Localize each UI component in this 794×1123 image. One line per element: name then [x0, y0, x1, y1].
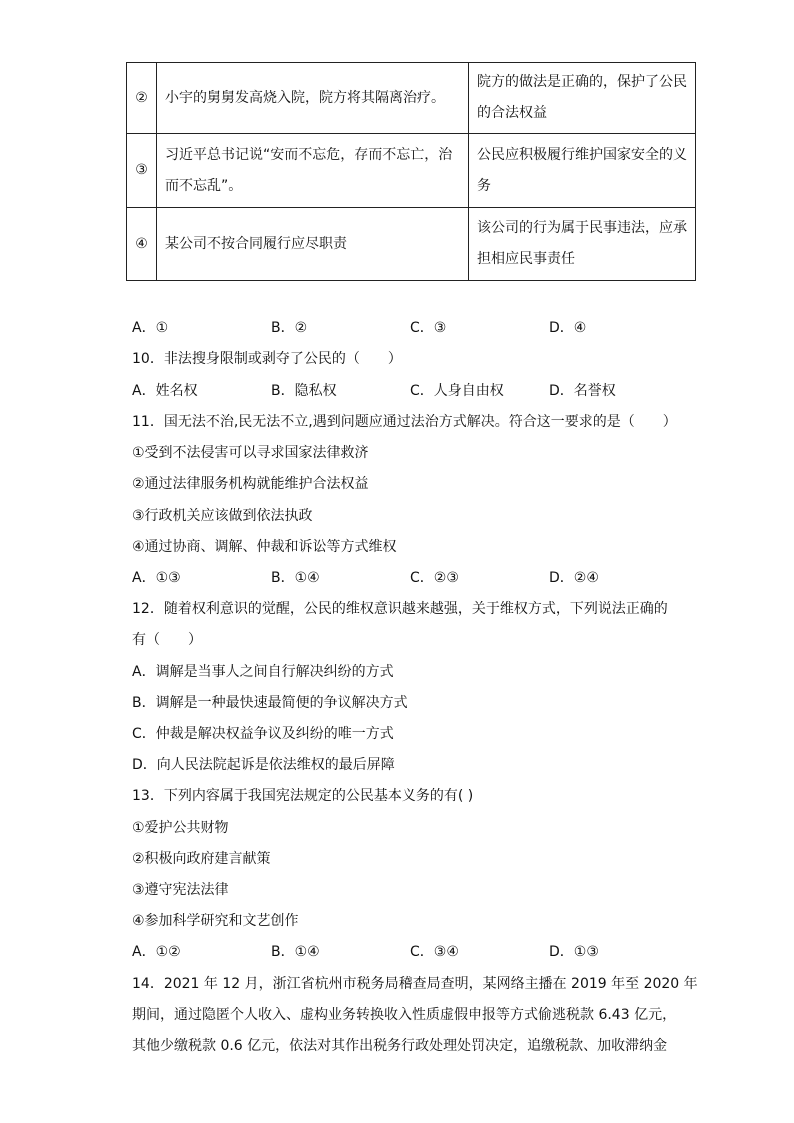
question-10-options	[132, 381, 692, 401]
question-13-options	[132, 942, 692, 962]
question-14-text: 其他少缴税款 0.6 亿元，依法对其作出税务行政处理处罚决定，追缴税款、加收滞纳金	[132, 1038, 668, 1054]
row-number: ④	[127, 208, 157, 281]
row-description: 小宇的舅舅发高烧入院，院方将其隔离治疗。	[157, 63, 469, 134]
row-number: ③	[127, 134, 157, 208]
table-row	[127, 63, 696, 134]
question-11-item: ②通过法律服务机构就能维护合法权益	[132, 476, 369, 492]
question-9-table	[126, 62, 696, 281]
question-11-options	[132, 568, 692, 588]
question-12-stem: 12．随着权利意识的觉醒，公民的维权意识越来越强，关于维权方式，下列说法正确的	[132, 601, 668, 617]
question-12-stem-continued: 有（ ）	[132, 632, 202, 648]
question-12-choice-b[interactable]: B．调解是一种最快速最简便的争议解决方式	[132, 695, 408, 711]
option-b[interactable]: B．②	[271, 320, 308, 336]
option-b[interactable]: B．隐私权	[271, 383, 337, 399]
option-d[interactable]: D．名誉权	[549, 383, 616, 399]
option-b[interactable]: B．①④	[271, 570, 320, 586]
option-b[interactable]: B．①④	[271, 944, 320, 960]
row-judgement: 公民应积极履行维护国家安全的义务	[469, 134, 696, 208]
question-13-item: ③遵守宪法法律	[132, 882, 229, 898]
question-11-stem: 11．国无法不治,民无法不立,遇到问题应通过法治方式解决。符合这一要求的是（ ）	[132, 414, 677, 430]
option-a[interactable]: A．①③	[132, 570, 181, 586]
row-judgement: 该公司的行为属于民事违法，应承担相应民事责任	[469, 208, 696, 281]
option-d[interactable]: D．②④	[549, 570, 599, 586]
question-12-choice-c[interactable]: C．仲裁是解决权益争议及纠纷的唯一方式	[132, 726, 394, 742]
option-a[interactable]: A．姓名权	[132, 383, 198, 399]
question-11-item: ③行政机关应该做到依法执政	[132, 508, 313, 524]
question-13-item: ①爱护公共财物	[132, 820, 229, 836]
row-description: 习近平总书记说“安而不忘危，存而不忘亡，治而不忘乱”。	[157, 134, 469, 208]
row-judgement: 院方的做法是正确的，保护了公民的合法权益	[469, 63, 696, 134]
question-10-stem: 10．非法搜身限制或剥夺了公民的（ ）	[132, 351, 402, 367]
option-c[interactable]: C．②③	[410, 570, 459, 586]
question-9-options	[132, 318, 692, 338]
question-14-text: 14．2021 年 12 月，浙江省杭州市税务局稽查局查明，某网络主播在 2019 年至 2020 年	[132, 976, 698, 992]
question-11-item: ①受到不法侵害可以寻求国家法律救济	[132, 445, 369, 461]
table-row	[127, 208, 696, 281]
question-13-stem: 13．下列内容属于我国宪法规定的公民基本义务的有( )	[132, 788, 474, 804]
question-14-text: 期间，通过隐匿个人收入、虚构业务转换收入性质虚假申报等方式偷逃税款 6.43 亿元，	[132, 1007, 677, 1023]
question-13-item: ②积极向政府建言献策	[132, 851, 271, 867]
option-a[interactable]: A．①②	[132, 944, 181, 960]
table-row	[127, 134, 696, 208]
option-d[interactable]: D．①③	[549, 944, 599, 960]
question-13-item: ④参加科学研究和文艺创作	[132, 913, 299, 929]
question-11-item: ④通过协商、调解、仲裁和诉讼等方式维权	[132, 539, 397, 555]
option-c[interactable]: C．③④	[410, 944, 459, 960]
question-12-choice-d[interactable]: D．向人民法院起诉是依法维权的最后屏障	[132, 757, 395, 773]
option-a[interactable]: A．①	[132, 320, 169, 336]
question-12-choice-a[interactable]: A．调解是当事人之间自行解决纠纷的方式	[132, 664, 394, 680]
row-number: ②	[127, 63, 157, 134]
option-d[interactable]: D．④	[549, 320, 587, 336]
row-description: 某公司不按合同履行应尽职责	[157, 208, 469, 281]
option-c[interactable]: C．人身自由权	[410, 383, 504, 399]
option-c[interactable]: C．③	[410, 320, 447, 336]
